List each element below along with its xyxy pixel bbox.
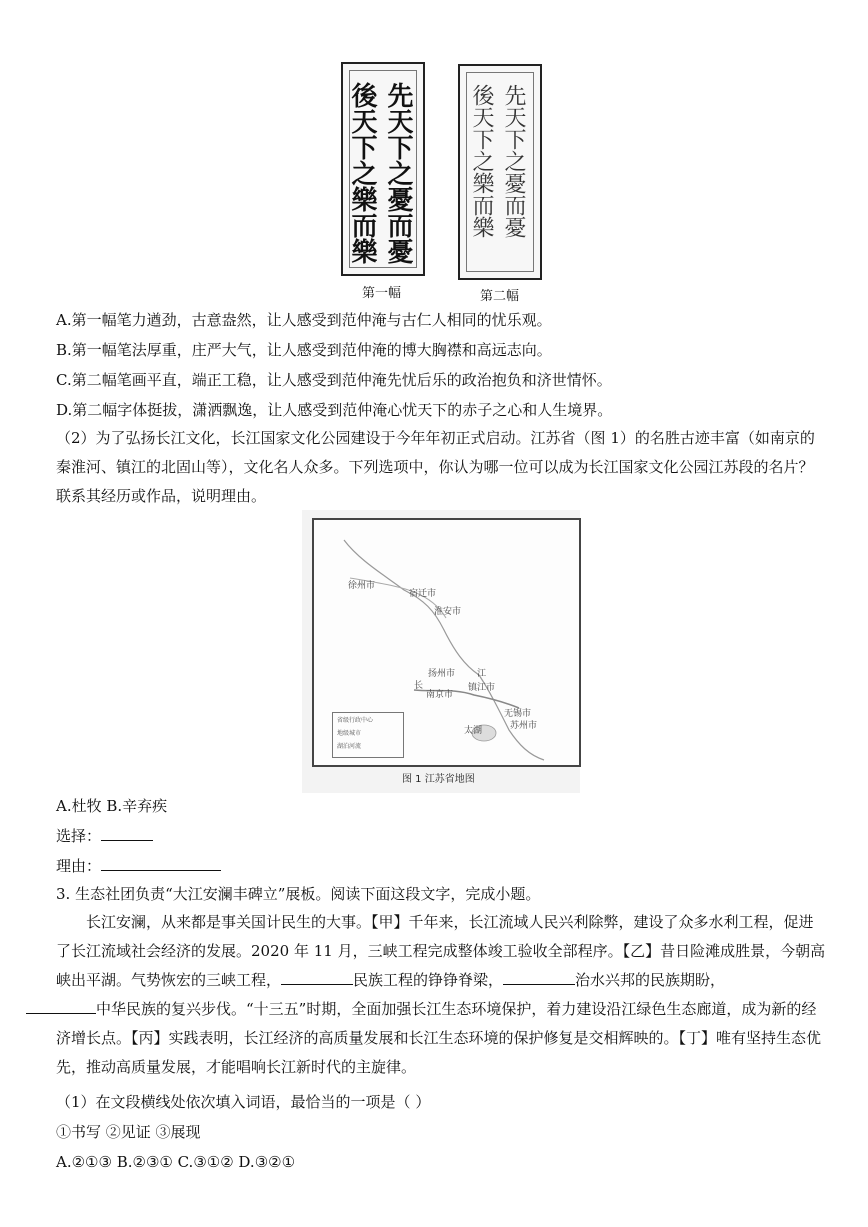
jiangsu-map [312,518,581,767]
q3-passage [56,908,826,1082]
map-caption: 图 1 江苏省地图 [402,774,475,785]
q2-reason-label: 理由： [56,857,102,875]
city-yangzhou: 扬州市 [428,669,456,679]
passage-part-2: 民族工程的铮铮脊梁， [353,971,504,989]
legend-item-capital: 省级行政中心 [337,717,374,724]
city-suzhou: 苏州市 [510,721,538,731]
map-legend [332,712,404,758]
legend-item-water: 湖泊河流 [337,743,362,750]
q3-1-options: A.②①③ B.②③① C.③①② D.③②① [56,1153,296,1171]
passage-blank-3[interactable] [26,999,96,1014]
city-huaian: 淮安市 [434,607,462,617]
q2-options: A.杜牧 B.辛弃疾 [56,797,168,815]
city-wuxi: 无锡市 [504,709,532,719]
scroll-first-caption: 第一幅 [362,286,402,301]
city-xuzhou: 徐州市 [348,581,376,591]
scroll-second-left-column: 後天下之樂而樂 [469,84,494,238]
city-suqian: 宿迁市 [409,589,437,599]
q2-question: （2）为了弘扬长江文化，长江国家文化公园建设于今年年初正式启动。江苏省（图 1）的名胜古迹丰富（如南京的秦淮河、镇江的北固山等），文化名人众多。下列选项中，你认为哪一位可以成为长江国家文化公园江苏段的名片？联系其经历或作品，说明理由。 [56,429,815,505]
scroll-first-left-column: 後天下之樂而樂 [347,82,377,264]
scroll-first-right-column: 先天下之憂而憂 [383,82,413,264]
q2-reason-blank[interactable] [101,856,221,871]
passage-blank-1[interactable] [281,970,353,985]
passage-blank-2[interactable] [503,970,575,985]
q1-option-b: B.第一幅笔法厚重，庄严大气，让人感受到范仲淹的博大胸襟和高远志向。 [56,341,552,359]
q1-option-a: A.第一幅笔力遒劲，古意盎然，让人感受到范仲淹与古仁人相同的忧乐观。 [56,311,552,329]
q2-choice-blank[interactable] [101,826,153,841]
q3-1-question: （1）在文段横线处依次填入词语，最恰当的一项是（ ） [56,1093,431,1111]
q3-1-words: ①书写 ②见证 ③展现 [56,1123,201,1141]
passage-part-4: 中华民族的复兴步伐。“十三五”时期，全面加强长江生态环境保护，着力建设沿江绿色生态廊道，成为新的经济增长点。【丙】实践表明，长江经济的高质量发展和长江生态环境的保护修复是交相辉映的。【丁】唯有坚持生态优先，推动高质量发展，才能唱响长江新时代的主旋律。 [56,1000,822,1076]
q2-choice [56,826,153,846]
calligraphy-scroll-second [458,64,542,280]
q1-option-c: C.第二幅笔画平直，端正工稳，让人感受到范仲淹先忧后乐的政治抱负和济世情怀。 [56,371,612,389]
q2-reason [56,856,221,876]
city-nanjing: 南京市 [426,690,454,700]
q2-choice-label: 选择： [56,827,102,845]
passage-part-1: 长江安澜，从来都是事关国计民生的大事。【甲】千年来，长江流域人民兴利除弊，建设了众多水利工程，促进了长江流域社会经济的发展。2020 年 11 月，三峡工程完成整体竣工验收全部程序。【乙】昔日险滩成胜景，今朝高峡出平湖。气势恢宏的三峡工程， [56,913,826,989]
city-label-chang: 长 [414,681,424,691]
city-label-jiang: 江 [477,669,487,679]
legend-item-city: 地级城市 [337,730,362,737]
calligraphy-scroll-first [341,62,425,276]
city-zhenjiang: 镇江市 [468,683,496,693]
q3-title: 3. 生态社团负责“大江安澜丰碑立”展板。阅读下面这段文字，完成小题。 [56,885,541,903]
scroll-second-caption: 第二幅 [480,289,520,304]
passage-part-3: 治水兴邦的民族期盼， [575,971,726,989]
lake-taihu-label: 太湖 [464,726,483,736]
q1-option-d: D.第二幅字体挺拔，潇洒飘逸，让人感受到范仲淹心忧天下的赤子之心和人生境界。 [56,401,613,419]
scroll-second-right-column: 先天下之憂而憂 [501,84,526,238]
